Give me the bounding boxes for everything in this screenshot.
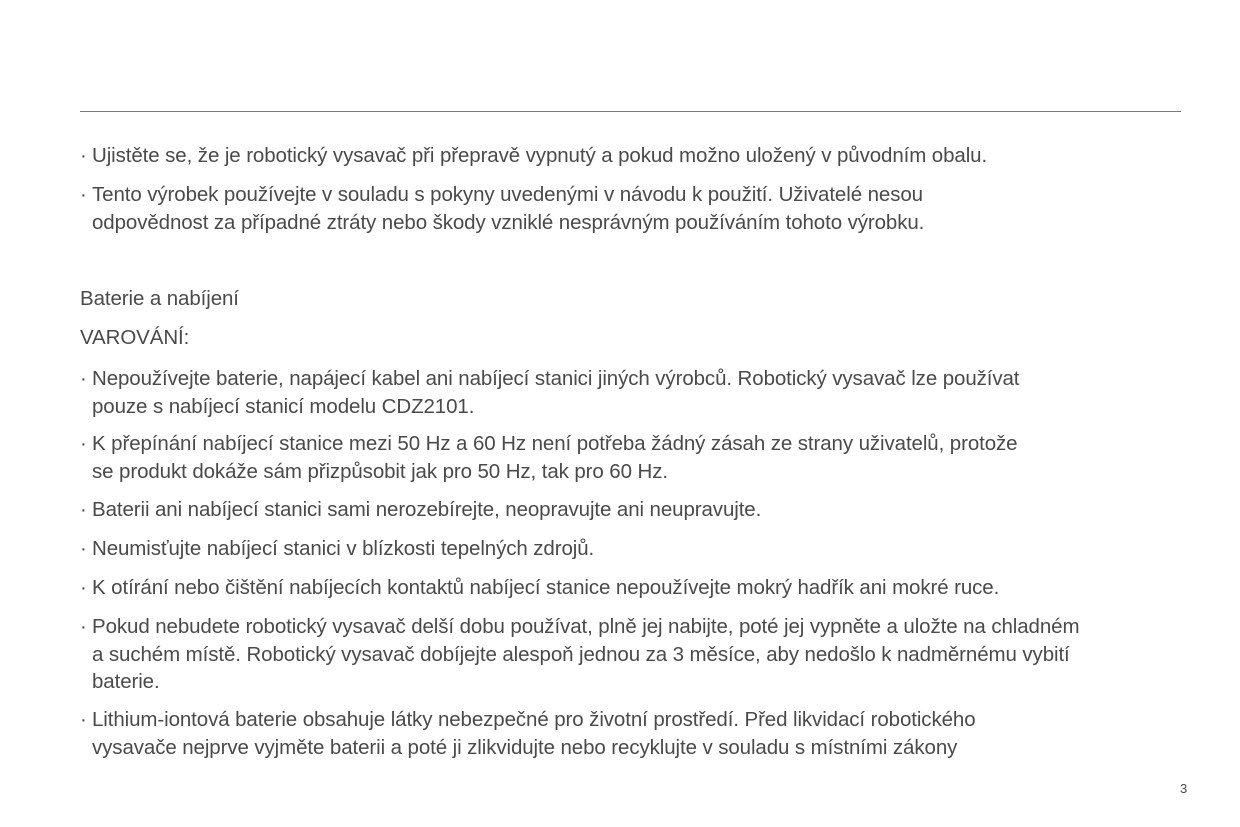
list-item-text: Ujistěte se, že je robotický vysavač při přepravě vypnutý a pokud možno uložený v původním obalu. [92,144,988,167]
bullet-glyph: · [80,144,87,167]
section-heading: Baterie a nabíjení [80,287,239,310]
list-item [80,142,1181,170]
header-rule [80,111,1181,112]
list-item [80,535,1181,563]
list-item [80,574,1181,602]
list-item-text: Pokud nebudete robotický vysavač delší dobu používat, plně jej nabijte, poté jej vypněte a uložte na chladném a suchém místě. Robotický vysavač dobíjejte alespoň jednou za 3 měsíce, aby nedošlo k nadměrnému vybití baterie. [92,615,1080,693]
bullet-glyph: · [80,183,87,206]
list-item-text: Baterii ani nabíjecí stanici sami nerozebírejte, neopravujte ani neupravujte. [92,498,762,521]
bullet-glyph: · [80,708,87,731]
list-item-text: K otírání nebo čištění nabíjecích kontaktů nabíjecí stanice nepoužívejte mokrý hadřík ani mokré ruce. [92,576,1000,599]
list-item [80,365,1181,420]
warning-label: VAROVÁNÍ: [80,326,190,349]
bullet-glyph: · [80,576,87,599]
list-item [80,613,1181,696]
bullet-glyph: · [80,615,87,638]
bullet-glyph: · [80,367,87,390]
bullet-glyph: · [80,537,87,560]
page-number: 3 [1180,781,1188,796]
list-item [80,181,1181,236]
list-item-text: Tento výrobek používejte v souladu s pokyny uvedenými v návodu k použití. Uživatelé nesou odpovědnost za případné ztráty nebo škody vzniklé nesprávným používáním tohoto výrobku. [92,183,925,234]
list-item [80,430,1181,485]
bullet-glyph: · [80,432,87,455]
list-item-text: Nepoužívejte baterie, napájecí kabel ani nabíjecí stanici jiných výrobců. Robotický vysavač lze používat pouze s nabíjecí stanicí modelu CDZ2101. [92,367,1020,418]
list-item-text: Neumisťujte nabíjecí stanici v blízkosti tepelných zdrojů. [92,537,595,560]
bullet-glyph: · [80,498,87,521]
list-item-text: Lithium-iontová baterie obsahuje látky nebezpečné pro životní prostředí. Před likvidací robotického vysavače nejprve vyjměte baterii a poté ji zlikvidujte nebo recyklujte v souladu s místními zákony [92,708,976,759]
list-item [80,496,1181,524]
list-item-text: K přepínání nabíjecí stanice mezi 50 Hz a 60 Hz není potřeba žádný zásah ze strany uživatelů, protože se produkt dokáže sám přizpůsobit jak pro 50 Hz, tak pro 60 Hz. [92,432,1018,483]
list-item [80,706,1181,761]
